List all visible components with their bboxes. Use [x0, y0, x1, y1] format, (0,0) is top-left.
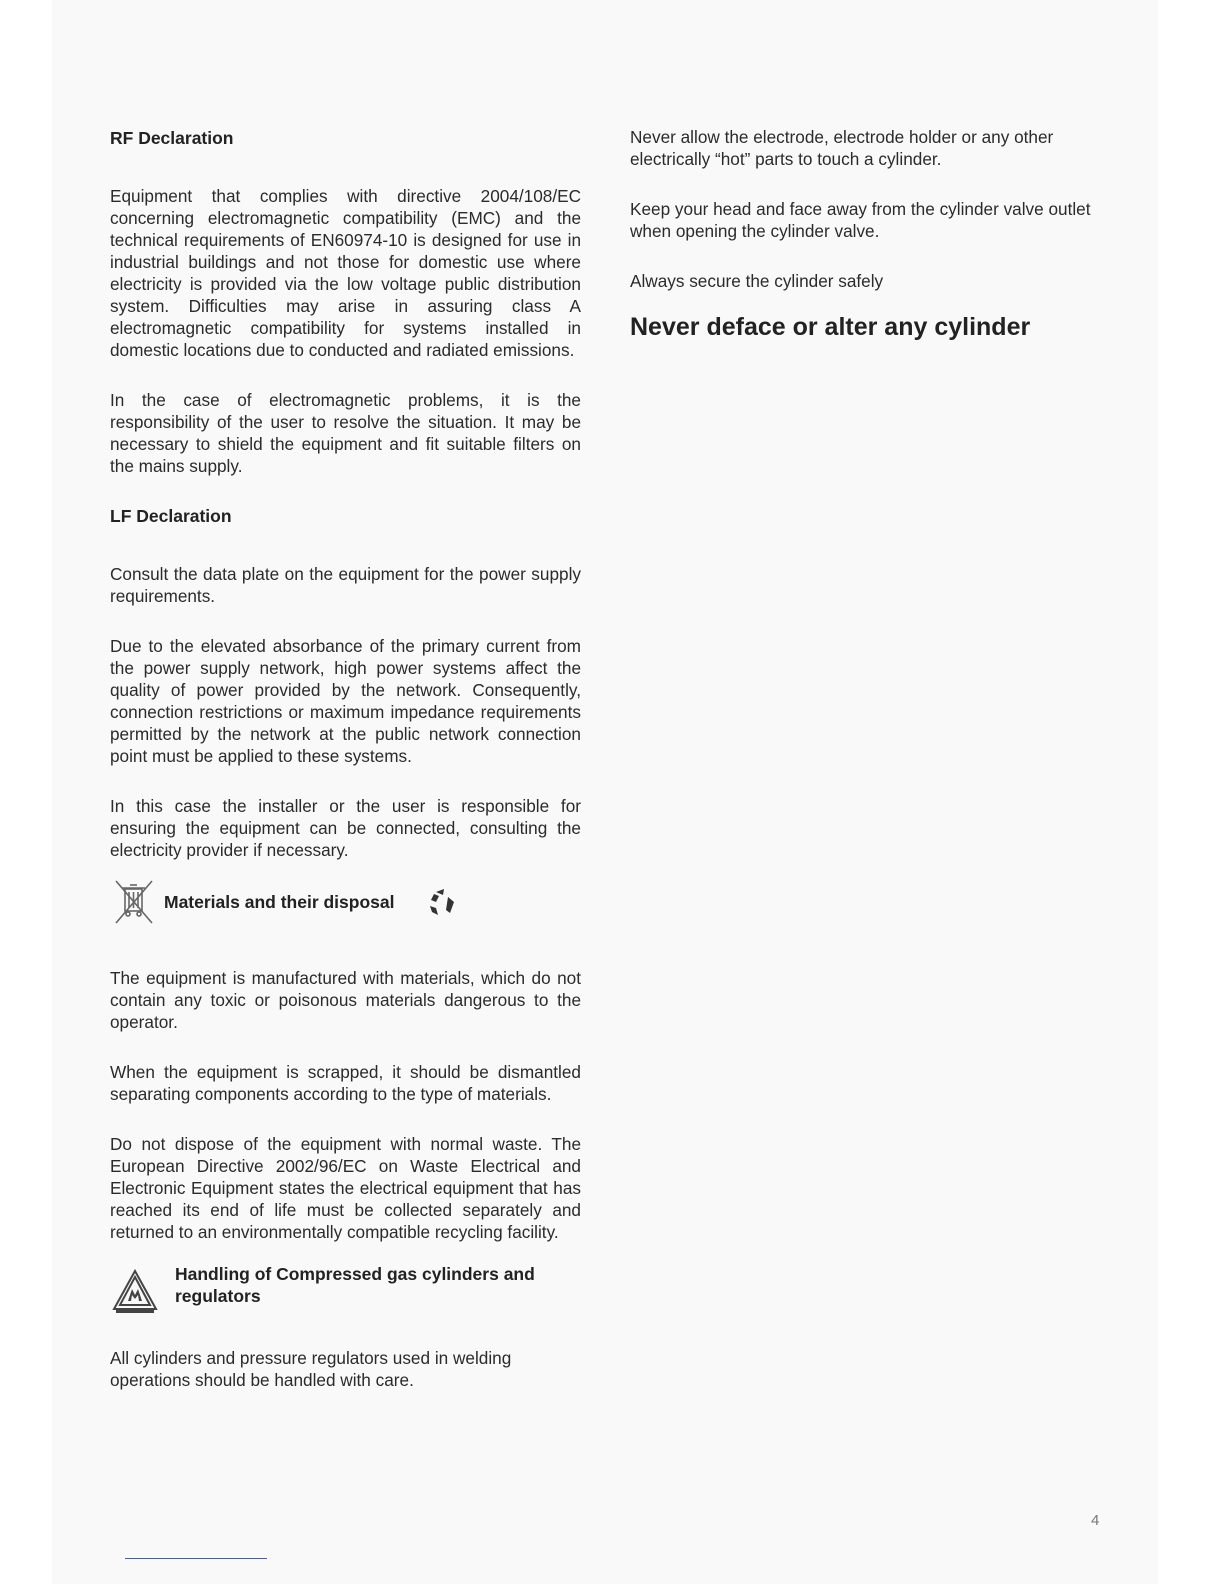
recycle-icon	[422, 882, 462, 922]
materials-heading: Materials and their disposal	[164, 892, 395, 912]
materials-heading-row	[110, 877, 581, 927]
materials-paragraph-1: The equipment is manufactured with materials, which do not contain any toxic or poisonous materials dangerous to the operator.	[110, 968, 581, 1032]
right-column	[630, 126, 1110, 342]
lf-declaration-heading: LF Declaration	[110, 506, 232, 526]
hazard-warning-icon	[110, 1267, 160, 1317]
materials-paragraph-2: When the equipment is scrapped, it should be dismantled separating components according to the type of materials.	[110, 1062, 581, 1104]
cylinder-paragraph-2: Keep your head and face away from the cylinder valve outlet when opening the cylinder valve.	[630, 199, 1091, 241]
lf-paragraph-2: Due to the elevated absorbance of the primary current from the power supply network, high power systems affect the quality of power provided by the network. Consequently, connection restrictions or maximum impedance requirements permitted by the network at the public network connection point must be applied to these systems.	[110, 636, 581, 766]
footnote-rule	[125, 1558, 267, 1559]
page-number: 4	[1091, 1512, 1100, 1529]
cylinder-paragraph-1: Never allow the electrode, electrode holder or any other electrically “hot” parts to touch a cylinder.	[630, 127, 1054, 169]
cylinder-paragraph-3: Always secure the cylinder safely	[630, 271, 884, 291]
rf-declaration-heading: RF Declaration	[110, 128, 234, 148]
gas-paragraph-1: All cylinders and pressure regulators used in welding operations should be handled with care.	[110, 1348, 512, 1390]
crossed-out-bin-icon	[110, 877, 158, 927]
gas-cylinders-heading: Handling of Compressed gas cylinders and regulators	[175, 1264, 535, 1306]
never-deface-heading: Never deface or alter any cylinder	[630, 313, 1031, 341]
lf-paragraph-3: In this case the installer or the user is responsible for ensuring the equipment can be connected, consulting the electricity provider if necessary.	[110, 796, 581, 860]
rf-paragraph-2: In the case of electromagnetic problems, it is the responsibility of the user to resolve the situation. It may be necessary to shield the equipment and fit suitable filters on the mains supply.	[110, 390, 581, 476]
left-column	[110, 127, 581, 1391]
rf-paragraph-1: Equipment that complies with directive 2004/108/EC concerning electromagnetic compatibility (EMC) and the technical requirements of EN60974-10 is designed for use in industrial buildings and not those for domestic use where electricity is provided via the low voltage public distribution system. Difficulties may arise in assuring class A electromagnetic compatibility for systems installed in domestic locations due to conducted and radiated emissions.	[110, 186, 581, 360]
gas-heading-row	[110, 1263, 581, 1319]
materials-paragraph-3: Do not dispose of the equipment with normal waste. The European Directive 2002/96/EC on Waste Electrical and Electronic Equipment states the electrical equipment that has reached its end of life must be collected separately and returned to an environmentally compatible recycling facility.	[110, 1134, 581, 1242]
lf-paragraph-1: Consult the data plate on the equipment for the power supply requirements.	[110, 564, 581, 606]
